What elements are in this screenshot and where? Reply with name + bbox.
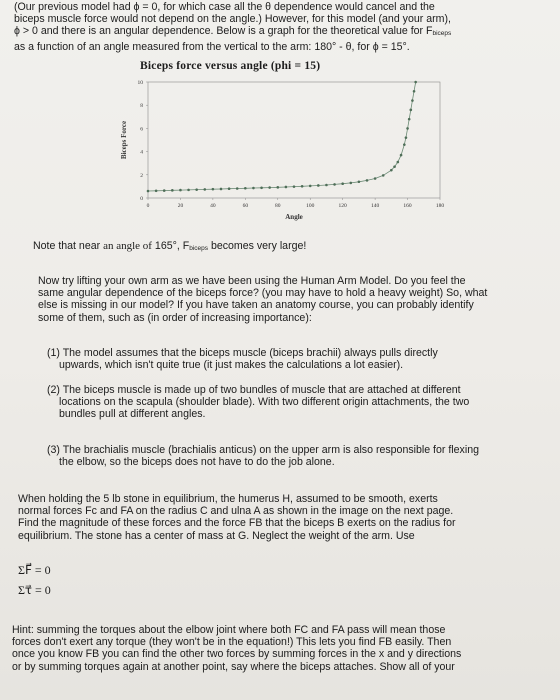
data-point <box>413 90 416 93</box>
y-axis-label: Biceps Force <box>120 120 128 160</box>
data-point <box>220 188 223 191</box>
y-tick-label: 0 <box>140 196 143 202</box>
intro-paragraph <box>14 1 554 53</box>
data-point <box>390 169 393 172</box>
data-point <box>276 186 279 189</box>
sum-forces-equation: ΣF⃗ = 0 <box>18 563 51 577</box>
x-tick-label: 140 <box>370 203 380 209</box>
data-point <box>410 109 413 112</box>
y-tick-label: 2 <box>140 172 143 179</box>
data-point <box>236 187 239 190</box>
question-line-1: Now try lifting your own arm as we have been using the Human Arm Model. Do you feel the <box>38 275 466 287</box>
y-tick-label: 8 <box>140 103 143 110</box>
x-tick-label: 60 <box>242 203 249 209</box>
data-point <box>187 189 190 192</box>
data-point <box>309 185 312 188</box>
data-point <box>358 180 361 183</box>
problem-paragraph: When holding the 5 lb stone in equilibrium, the humerus H, assumed to be smooth, exerts normal forces Fc and FA on the radius C and ulna A as shown in the image on the next page. Find the magnitude of these forces and the force FB that the biceps B exerts on the radius for equilibrium. The stone has a center of mass at G. Neglect the weight of the arm. Use <box>18 493 456 542</box>
hint-paragraph: Hint: summing the torques about the elbow joint where both FC and FA pass will mean those forces don't exert any torque (they won't be in the equation!) This lets you find FB easily. Then once you know FB you can find the other two forces by summing forces in the x and y directions or by summing torques again at another point, say where the biceps attaches. Show all of your <box>12 624 462 673</box>
data-point <box>382 174 385 177</box>
data-point <box>260 186 263 189</box>
data-point <box>244 187 247 190</box>
data-point <box>301 185 304 188</box>
x-tick-label: 0 <box>146 203 150 209</box>
data-point <box>403 143 406 146</box>
data-point <box>366 179 369 182</box>
data-point <box>408 118 411 121</box>
question-paragraph <box>38 275 487 324</box>
note-line: Note that near an angle of 165°, $F_{biceps}$ becomes very large! <box>33 240 307 252</box>
sum-torques-equation: Στ⃗ = 0 <box>18 583 51 597</box>
y-tick-label: 6 <box>140 126 143 133</box>
intro-line-1: (Our previous model had ϕ = 0, for which case all the θ dependence would cancel and the <box>14 1 435 13</box>
x-tick-label: 100 <box>306 203 315 209</box>
question-line-2: same angular dependence of the biceps force? (you may have to hold a heavy weight) So, what <box>38 287 488 300</box>
intro-line-3: ϕ > 0 and there is an angular dependence. Below is a graph for the theoretical value for $F_{biceps}$ <box>14 25 452 38</box>
data-point <box>163 189 166 192</box>
x-tick-label: 40 <box>210 203 216 209</box>
data-point <box>252 187 255 190</box>
chart-axes <box>148 82 440 198</box>
data-point <box>400 154 403 157</box>
intro-line-4: as a function of an angle measured from the vertical to the arm: 180° - θ, for ϕ = 15°. <box>14 40 410 53</box>
x-tick-label: 20 <box>177 203 184 209</box>
data-point <box>195 188 198 191</box>
x-tick-label: 180 <box>435 203 445 209</box>
y-tick-label: 4 <box>140 149 143 156</box>
data-point <box>325 184 328 187</box>
data-point <box>285 186 288 189</box>
list-item: (1) The model assumes that the biceps muscle (biceps brachii) always pulls directly upwards, which isn't quite true (it just makes the calculations a lot easier). <box>47 347 438 372</box>
data-point <box>406 127 409 130</box>
x-tick-label: 80 <box>275 203 281 209</box>
question-line-4: some of them, such as (in order of increasing importance): <box>38 311 312 324</box>
x-tick-label: 120 <box>338 203 347 209</box>
data-point <box>228 187 231 190</box>
list-item: (3) The brachialis muscle (brachialis anticus) on the upper arm is also responsible for flexing the elbow, so the biceps does not have to do the job alone. <box>47 444 479 469</box>
x-axis-label: Angle <box>285 213 303 221</box>
question-line-3: else is missing in our model? If you have taken an anatomy course, you can probably identify <box>38 299 474 312</box>
data-point <box>147 190 150 193</box>
data-point <box>405 136 408 139</box>
data-point <box>293 185 296 188</box>
y-tick-label: 10 <box>137 80 143 86</box>
data-point <box>374 177 377 180</box>
data-point <box>268 186 271 189</box>
chart-series <box>147 81 417 193</box>
chart-title: Biceps force versus angle (phi = 15) <box>140 60 321 72</box>
data-point <box>414 81 417 84</box>
data-point <box>179 189 182 192</box>
data-point <box>349 182 352 185</box>
data-point <box>333 183 336 186</box>
data-point <box>341 182 344 185</box>
data-point <box>411 99 414 102</box>
data-point <box>397 161 400 164</box>
data-point <box>317 184 320 187</box>
data-point <box>393 165 396 168</box>
intro-line-2: biceps muscle force would not depend on the angle.) However, for this model (and your arm), <box>14 13 451 26</box>
plot-frame <box>148 82 440 198</box>
data-point <box>212 188 215 191</box>
biceps-force-chart <box>100 76 460 231</box>
list-item: (2) The biceps muscle is made up of two bundles of muscle that are attached at different locations on the scapula (shoulder blade). With two different origin attachments, the two bundles pull at different angles. <box>47 384 470 421</box>
data-point <box>171 189 174 192</box>
biceps-subscript: biceps <box>432 30 452 38</box>
series-line <box>148 82 416 191</box>
data-point <box>155 190 158 193</box>
x-tick-label: 160 <box>403 203 412 209</box>
data-point <box>203 188 206 191</box>
